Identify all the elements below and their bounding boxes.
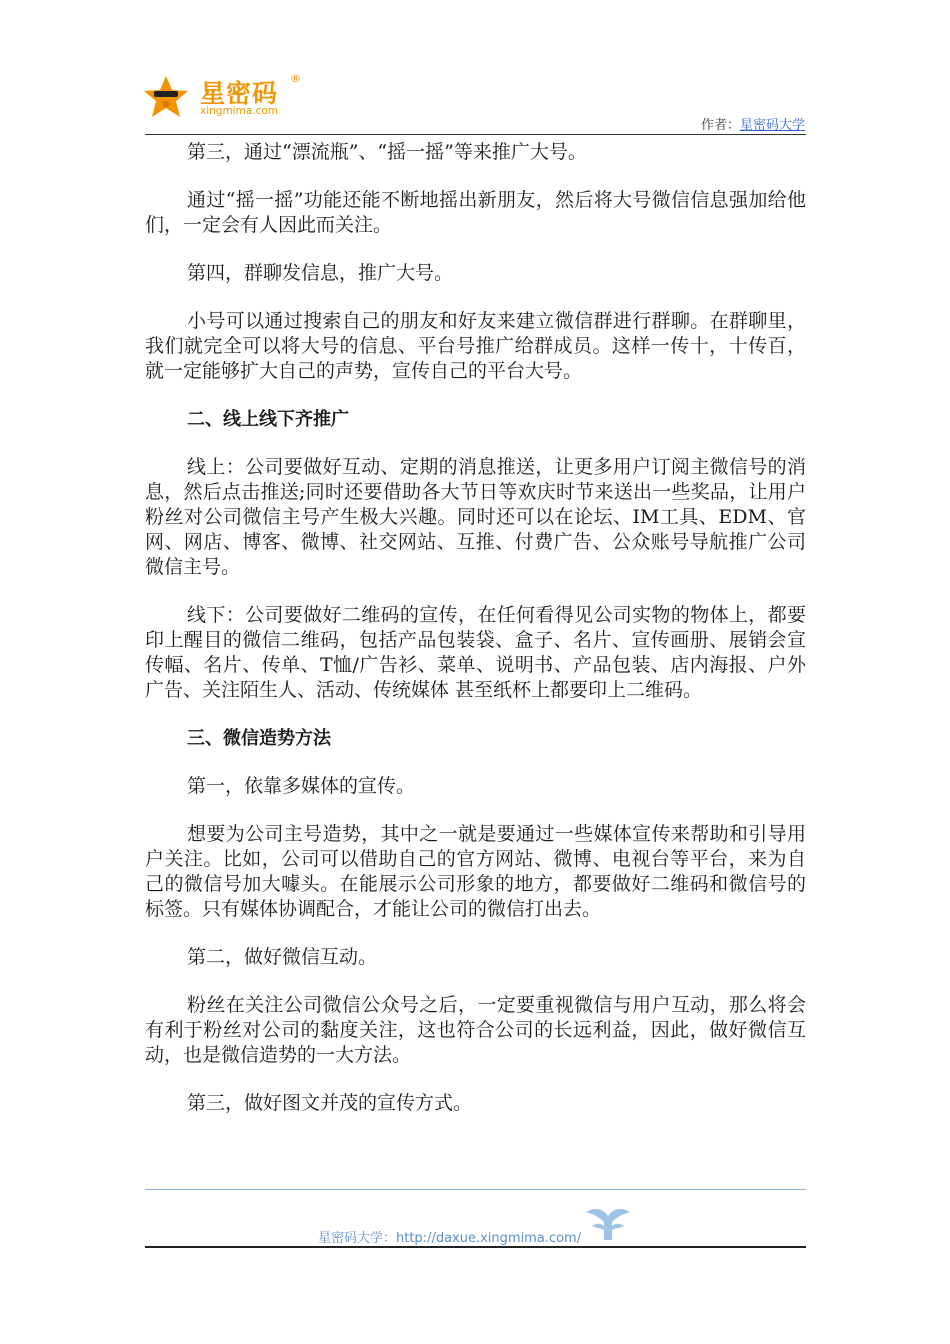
logo-text: 星密码 xyxy=(200,79,279,108)
paragraph: 第三，做好图文并茂的宣传方式。 xyxy=(187,1092,473,1114)
author-line xyxy=(701,114,805,133)
footer-divider-top xyxy=(145,1189,806,1190)
paragraph: 通过“摇一摇”功能还能不断地摇出新朋友，然后将大号微信信息强加给他们，一定会有人因此而关注。 xyxy=(145,189,806,236)
paragraph: 第二，做好微信互动。 xyxy=(187,946,378,968)
paragraph: 想要为公司主号造势，其中之一就是要通过一些媒体宣传来帮助和引导用户关注。比如，公司可以借助自己的官方网站、微博、电视台等平台，来为自己的微信号加大噱头。在能展示公司形象的地方，都要做好二维码和微信号的标签。只有媒体协调配合，才能让公司的微信打出去。 xyxy=(145,823,806,920)
paragraph: 第一，依靠多媒体的宣传。 xyxy=(187,775,416,797)
footer-divider-bottom xyxy=(145,1246,806,1248)
registered-mark: ® xyxy=(290,72,301,85)
star-mascot-icon xyxy=(140,74,192,120)
header-divider xyxy=(145,134,806,135)
author-label: 作者： xyxy=(700,118,740,133)
paragraph: 第四，群聊发信息，推广大号。 xyxy=(187,262,454,284)
paragraph: 粉丝在关注公司微信公众号之后，一定要重视微信与用户互动，那么将会有利于粉丝对公司的黏度关注，这也符合公司的长远利益，因此，做好微信互动，也是微信造势的一大方法。 xyxy=(145,994,806,1066)
paragraph: 小号可以通过搜索自己的朋友和好友来建立微信群进行群聊。在群聊里，我们就完全可以将大号的信息、平台号推广给群成员。这样一传十，十传百，就一定能够扩大自己的声势，宣传自己的平台大号。 xyxy=(145,310,806,382)
section-heading: 三、微信造势方法 xyxy=(187,728,331,749)
footer-url[interactable]: 星密码大学：http://daxue.xingmima.com/ xyxy=(318,1231,582,1246)
document-body xyxy=(145,140,806,1139)
section-heading: 二、线上线下齐推广 xyxy=(187,409,349,430)
author-link[interactable]: 星密码大学 xyxy=(739,118,805,133)
brand-logo xyxy=(140,70,320,126)
paragraph: 线下：公司要做好二维码的宣传，在任何看得见公司实物的物体上，都要印上醒目的微信二维码，包括产品包装袋、盒子、名片、宣传画册、展销会宣传幅、名片、传单、T恤/广告衫、菜单、说明书、产品包装、店内海报、户外广告、关注陌生人、活动、传统媒体 甚至纸杯上都要印上二维码。 xyxy=(145,604,806,701)
paragraph: 第三，通过“漂流瓶”、“摇一摇”等来推广大号。 xyxy=(187,141,587,163)
footer-logo-icon xyxy=(582,1204,634,1242)
paragraph: 线上：公司要做好互动、定期的消息推送，让更多用户订阅主微信号的消息，然后点击推送;同时还要借助各大节日等欢庆时节来送出一些奖品，让用户粉丝对公司微信主号产生极大兴趣。同时还可以在论坛、IM工具、EDM、官网、网店、博客、微博、社交网站、互推、付费广告、公众账号导航推广公司微信主号。 xyxy=(145,456,806,578)
logo-url: xingmima.com xyxy=(200,105,279,117)
